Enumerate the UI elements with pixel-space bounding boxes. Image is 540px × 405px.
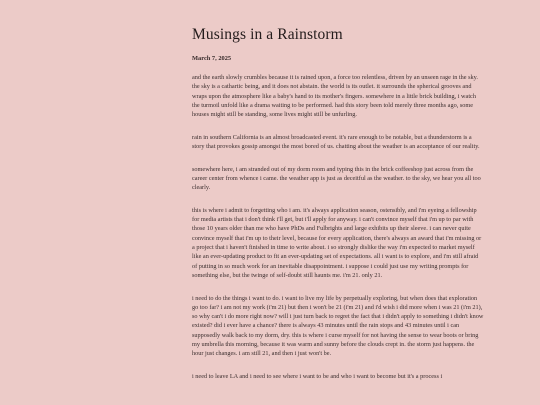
post-paragraph: somewhere here, i am stranded out of my dorm room and typing this in the brick coffeeshop just across from the career center from whence i came. the weather app is just as deceitful as the weather. to the sky, we hear you all too clearly. [192,165,481,192]
post-paragraph: i need to do the things i want to do. i want to live my life by perpetually exploring, but when does that exploration go too far? i am not my work (i'm 21) but then i won't be 21 (i'm 21) and i'd wish i did more when i was 21 (i'm 21), so why can't i do more right now? will i just turn back to regret the fact that i didn't apply to something i didn't know existed? did i ever have a chance? there is always 43 minutes until the rain stops and 43 minutes until i can supposedly walk back to my dorm, dry. this is where i curse myself for not having the sense to wear boots or bring my umbrella this morning, because it was warm and sunny before the clouds crept in. the storm just happens. the hour just changes. i am still 21, and then i just won't be. [192,294,484,358]
post-body [192,73,484,381]
post-title: Musings in a Rainstorm [192,26,343,43]
blog-article [192,0,484,395]
post-date: March 7, 2025 [192,55,232,62]
post-paragraph: rain in southern California is an almost broadcasted event. it's rare enough to be notable, but a thunderstorm is a story that provokes gossip amongst the most bored of us. chatting about the weather is an acceptance of our reality. [192,133,480,151]
post-paragraph: and the earth slowly crumbles because it is rained upon, a force too relentless, driven by an unseen rage in the sky. the sky is a cathartic being, and it does not abstain. the world is its outlet. it surrounds the spherical grooves and wraps upon the atmosphere like a baby's hand to its mother's fingers. somewhere in a little brick building, i watch the turmoil unfold like a drama waiting to be performed. had this story been told merely three months ago, some houses might still be standing, some lives might still be unfurling. [192,74,478,119]
post-paragraph: i need to leave LA and i need to see where i want to be and who i want to become but it's a process i [192,372,443,380]
post-paragraph: this is where i admit to forgetting who i am. it's always application season, ostensibly, and i'm eyeing a fellowship for media artists that i don't think i'll get, but i'll apply for anyway. i can't convince myself that i'm up to par with those 10 years older than me who have PhDs and Fulbrights and large exhibits up their sleeve. i can never quite convince myself that i'm up to their level, because for every application, there's always an award that i'm missing or a project that i haven't finished in time to write about. i so strongly dislike the way i'm expected to market myself like an ever-updating product to fit an ever-updating set of expectations. all i want is to explore, and i'm still afraid of putting in so much work for an inevitable disappointment. i suppose i could just use my writing prompts for something else, but the twinge of self-doubt still haunts me. i'm 21. only 21. [192,206,482,279]
